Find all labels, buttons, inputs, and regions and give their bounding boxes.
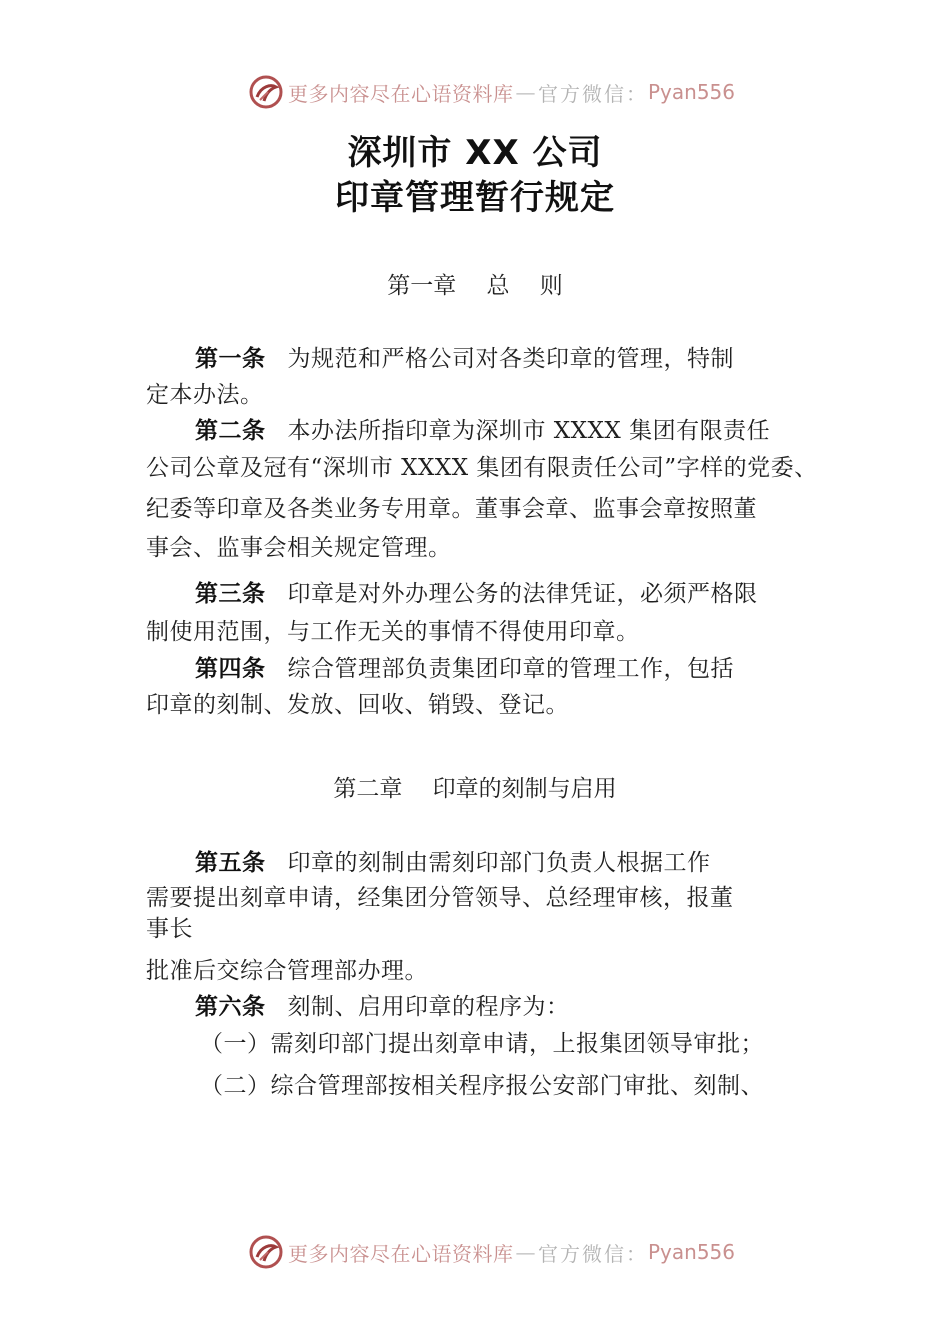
chapter-heading-1: 第一章 总 则 bbox=[387, 273, 563, 299]
article-2-text-1: 本办法所指印章为深圳市 XXXX 集团有限责任 bbox=[287, 418, 771, 444]
article-3-text-1: 印章是对外办理公务的法律凭证，必须严格限 bbox=[287, 581, 758, 607]
article-4-text-2: 印章的刻制、发放、回收、销毁、登记。 bbox=[146, 692, 569, 718]
chapter-heading-2: 第二章 印章的刻制与启用 bbox=[333, 776, 617, 802]
article-6-text-1: 刻制、启用印章的程序为： bbox=[287, 994, 570, 1020]
article-2-line-1 bbox=[195, 416, 770, 446]
watermark-wechat-id: Pyan556 bbox=[648, 1240, 736, 1264]
article-4-label: 第四条 bbox=[195, 656, 266, 682]
article-2-text-4: 事会、监事会相关规定管理。 bbox=[146, 535, 452, 561]
article-2-text-2: 公司公章及冠有“深圳市 XXXX 集团有限责任公司”字样的党委、 bbox=[146, 455, 818, 481]
watermark-wechat-label: 官方微信： bbox=[538, 81, 648, 106]
article-4-text-1: 综合管理部负责集团印章的管理工作，包括 bbox=[287, 656, 734, 682]
watermark-separator: — bbox=[515, 1240, 536, 1264]
watermark-text: 更多内容尽在心语资料库 bbox=[288, 81, 514, 106]
article-3-text-2: 制使用范围，与工作无关的事情不得使用印章。 bbox=[146, 619, 640, 645]
article-2-text-3: 纪委等印章及各类业务专用章。董事会章、监事会章按照董 bbox=[146, 496, 757, 522]
article-1-line-1 bbox=[195, 344, 734, 374]
article-5-text-4: 批准后交综合管理部办理。 bbox=[146, 958, 428, 984]
article-1-text-2: 定本办法。 bbox=[146, 382, 264, 408]
article-5-text-1: 印章的刻制由需刻印部门负责人根据工作 bbox=[287, 850, 711, 876]
article-5-label: 第五条 bbox=[195, 850, 266, 876]
article-4-line-1 bbox=[195, 654, 734, 684]
article-3-label: 第三条 bbox=[195, 581, 266, 607]
article-3-line-1 bbox=[195, 579, 758, 609]
article-6-item-2: （二）综合管理部按相关程序报公安部门审批、刻制、 bbox=[200, 1073, 764, 1099]
article-2-label: 第二条 bbox=[195, 418, 266, 444]
footer-watermark bbox=[248, 1232, 768, 1272]
article-6-line-1 bbox=[195, 992, 570, 1022]
document-title-line2: 印章管理暂行规定 bbox=[335, 178, 615, 218]
article-6-label: 第六条 bbox=[195, 994, 266, 1020]
watermark-wechat-label: 官方微信： bbox=[538, 1241, 648, 1266]
header-watermark bbox=[248, 72, 768, 112]
article-1-label: 第一条 bbox=[195, 346, 266, 372]
watermark-wechat-id: Pyan556 bbox=[648, 80, 736, 104]
article-5-text-3: 事长 bbox=[146, 916, 193, 942]
watermark-text: 更多内容尽在心语资料库 bbox=[288, 1241, 514, 1266]
document-title-line1: 深圳市 XX 公司 bbox=[347, 133, 603, 173]
library-logo-icon bbox=[248, 74, 284, 110]
article-5-line-1 bbox=[195, 848, 711, 878]
article-5-text-2: 需要提出刻章申请，经集团分管领导、总经理审核，报董 bbox=[146, 885, 734, 911]
article-6-item-1: （一）需刻印部门提出刻章申请，上报集团领导审批； bbox=[200, 1031, 764, 1057]
library-logo-icon bbox=[248, 1234, 284, 1270]
watermark-separator: — bbox=[515, 80, 536, 104]
article-1-text-1: 为规范和严格公司对各类印章的管理，特制 bbox=[287, 346, 734, 372]
